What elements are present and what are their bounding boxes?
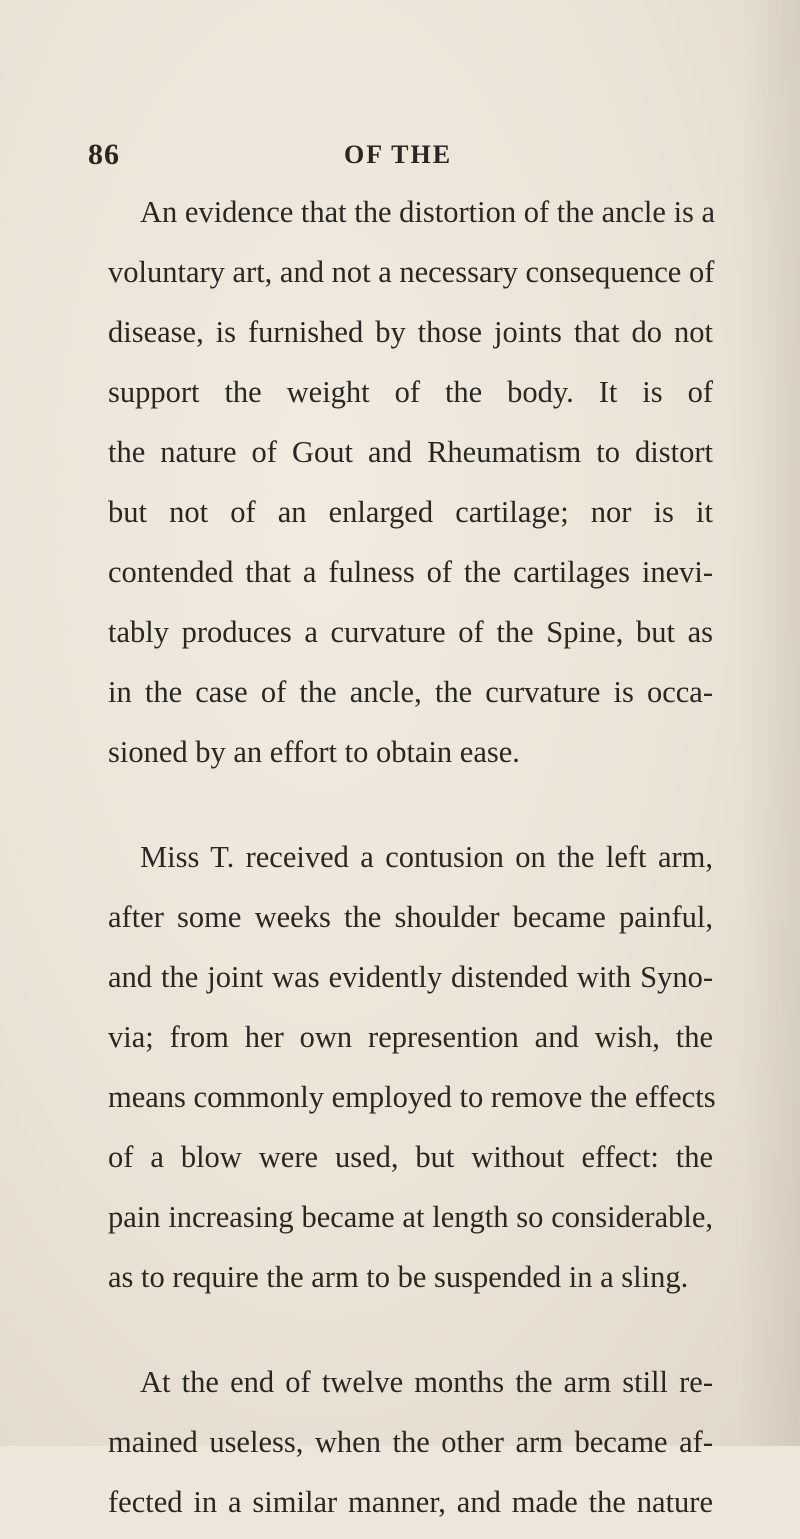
body-text [108, 189, 716, 1539]
text-line: disease, is furnished by those joints that do not [108, 315, 713, 349]
text-line: in the case of the ancle, the curvature is occa- [108, 675, 713, 709]
paragraph-1 [108, 189, 716, 789]
text-line: of a blow were used, but without effect: the [108, 1140, 713, 1174]
paragraph-2 [108, 834, 716, 1314]
text-line: means commonly employed to remove the effects [108, 1080, 716, 1114]
text-line: but not of an enlarged cartilage; nor is it [108, 495, 713, 529]
text-line: after some weeks the shoulder became painful, [108, 900, 713, 934]
text-line: sioned by an effort to obtain ease. [108, 735, 520, 769]
page-number: 86 [88, 138, 120, 171]
text-line: mained useless, when the other arm became af- [108, 1425, 713, 1459]
running-head: OF THE [344, 140, 453, 169]
paragraph-3 [108, 1359, 713, 1539]
text-line: fected in a similar manner, and made the nature [108, 1485, 713, 1519]
text-line: At the end of twelve months the arm still re- [140, 1365, 713, 1399]
page-edge-shadow [740, 0, 800, 1446]
paragraph-gap [108, 1314, 713, 1359]
page-header [88, 138, 708, 178]
text-line: An evidence that the distortion of the ancle is a [140, 195, 716, 229]
text-line: and the joint was evidently distended with Syno- [108, 960, 713, 994]
text-line: as to require the arm to be suspended in a sling. [108, 1260, 689, 1294]
text-line: support the weight of the body. It is of [108, 375, 713, 409]
text-line: tably produces a curvature of the Spine, but as [108, 615, 713, 649]
text-line: pain increasing became at length so considerable, [108, 1200, 713, 1234]
text-line: the nature of Gout and Rheumatism to distort [108, 435, 713, 469]
paragraph-gap [108, 789, 713, 834]
text-line: voluntary art, and not a necessary consequence of [108, 255, 715, 289]
text-line: Miss T. received a contusion on the left arm, [140, 840, 713, 874]
text-line: via; from her own represention and wish, the [108, 1020, 713, 1054]
text-line: contended that a fulness of the cartilages inevi- [108, 555, 713, 589]
